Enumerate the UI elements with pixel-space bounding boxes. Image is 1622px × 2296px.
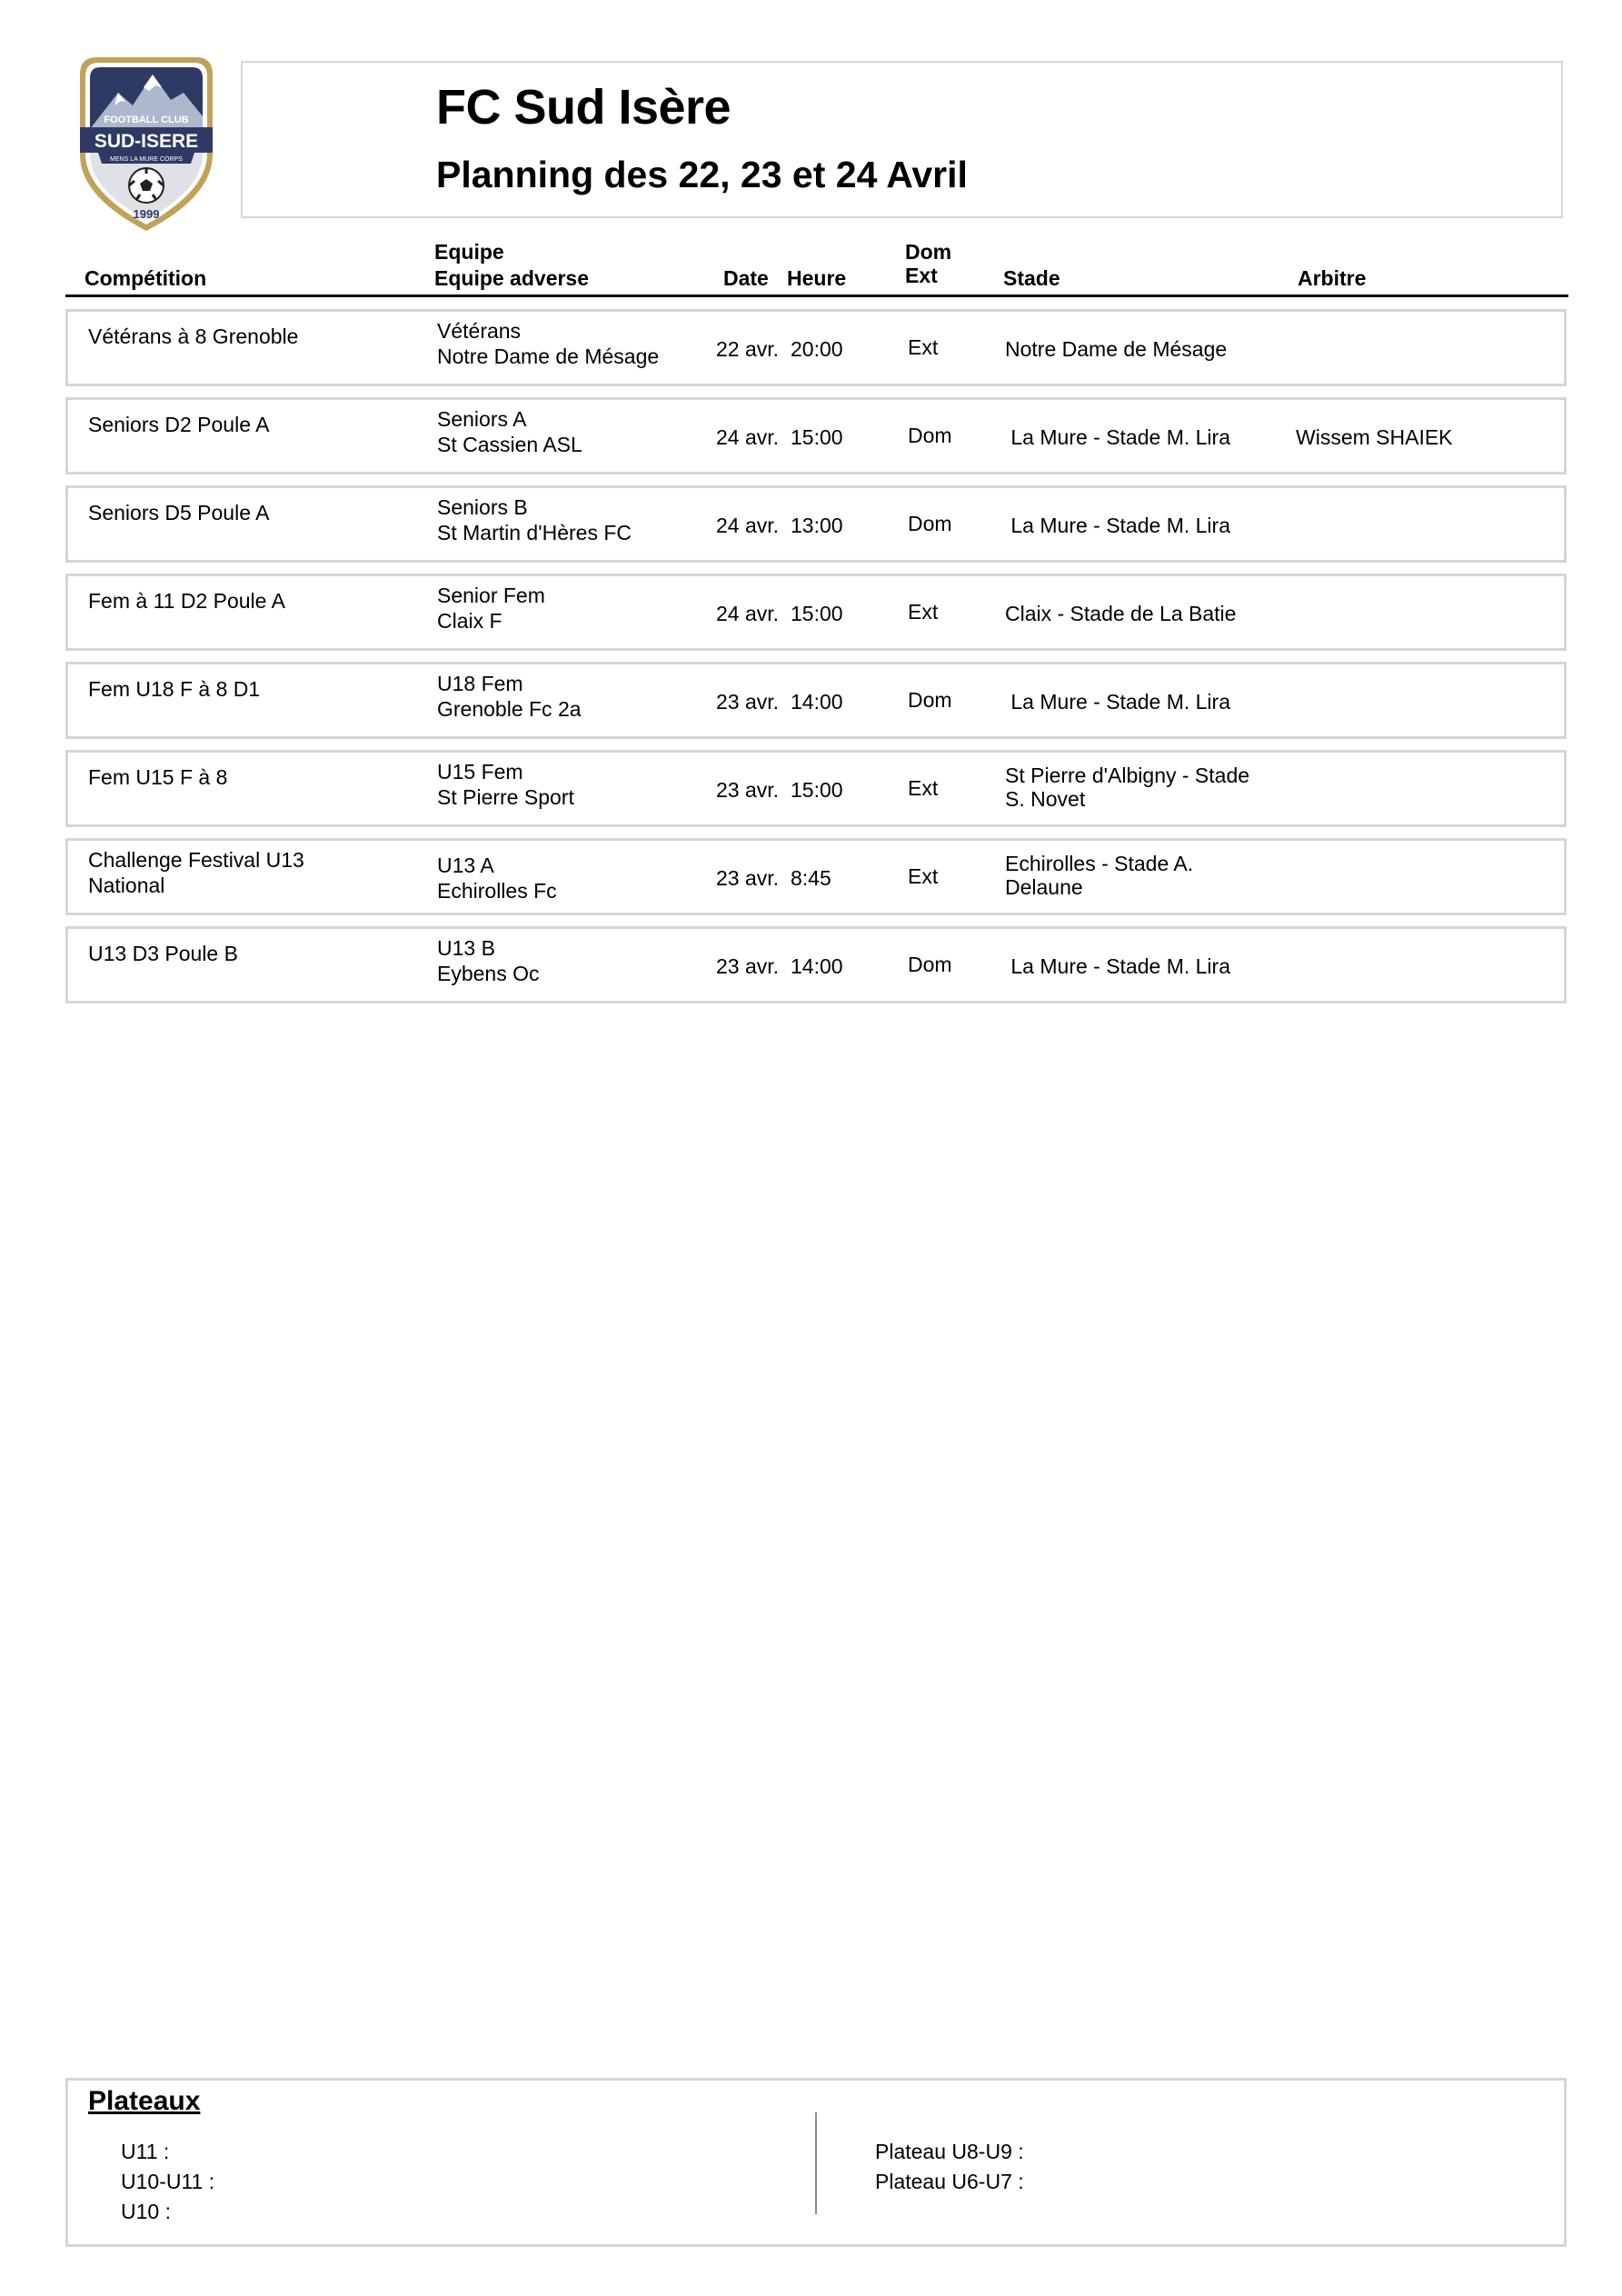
time-cell: 13:00 <box>791 514 843 537</box>
time-cell: 8:45 <box>791 866 831 890</box>
header-date: Date <box>723 266 769 290</box>
stadium-cell: Echirolles - Stade A. Delaune <box>1005 852 1194 899</box>
match-row <box>65 309 1567 386</box>
plateau-item: U11 : <box>121 2140 170 2163</box>
competition-cell: Seniors D5 Poule A <box>88 501 270 524</box>
opponent-name: St Pierre Sport <box>437 785 574 809</box>
plateaux-divider <box>815 2112 817 2214</box>
date-cell: 23 avr. <box>716 866 780 890</box>
competition-cell: Challenge Festival U13 National <box>88 848 304 897</box>
stadium-cell: La Mure - Stade M. Lira <box>1005 425 1230 449</box>
dom-ext-cell: Dom <box>908 688 952 712</box>
date-cell: 23 avr. <box>716 954 780 978</box>
competition-cell: U13 D3 Poule B <box>88 942 238 965</box>
stadium-cell: Notre Dame de Mésage <box>1005 337 1228 361</box>
team-name: U13 A <box>437 854 494 877</box>
teams-cell <box>437 935 540 986</box>
teams-cell <box>437 853 557 903</box>
plateaux-title: Plateaux <box>88 2086 201 2116</box>
plateau-item: U10 : <box>121 2200 171 2223</box>
logo-towns: MENS LA MURE CORPS <box>110 156 183 163</box>
date-cell: 22 avr. <box>716 337 780 361</box>
time-cell: 15:00 <box>791 778 843 802</box>
competition-cell: Seniors D2 Poule A <box>88 413 270 436</box>
date-cell: 24 avr. <box>716 514 780 537</box>
plateau-item: Plateau U8-U9 : <box>875 2140 1024 2163</box>
plateau-item: Plateau U6-U7 : <box>875 2170 1024 2193</box>
club-logo <box>76 53 216 235</box>
time-cell: 14:00 <box>791 690 843 714</box>
teams-cell <box>437 406 582 457</box>
header-divider <box>65 294 1568 297</box>
dom-ext-cell: Ext <box>908 600 939 624</box>
title-box <box>241 61 1563 218</box>
header-heure: Heure <box>787 266 847 290</box>
match-row <box>65 838 1567 915</box>
header-equipe: Equipe <box>434 240 504 264</box>
plateau-item: U10-U11 : <box>121 2170 215 2193</box>
plateaux-right-list <box>875 2137 1024 2197</box>
match-row <box>65 926 1567 1003</box>
stadium-cell: La Mure - Stade M. Lira <box>1005 514 1230 537</box>
team-name: U15 Fem <box>437 760 523 784</box>
team-name: U13 B <box>437 936 495 960</box>
stadium-cell: St Pierre d'Albigny - Stade S. Novet <box>1005 764 1250 811</box>
header-arbitre: Arbitre <box>1298 266 1367 290</box>
date-cell: 24 avr. <box>716 425 780 449</box>
team-name: Seniors B <box>437 495 528 519</box>
teams-cell <box>437 318 659 369</box>
stadium-cell: La Mure - Stade M. Lira <box>1005 690 1230 714</box>
dom-ext-cell: Ext <box>908 335 939 359</box>
plateaux-left-list <box>121 2137 214 2227</box>
opponent-name: Claix F <box>437 609 503 633</box>
match-row <box>65 485 1567 563</box>
competition-cell: Fem à 11 D2 Poule A <box>88 589 285 613</box>
opponent-name: Notre Dame de Mésage <box>437 344 660 368</box>
opponent-name: St Cassien ASL <box>437 433 582 456</box>
dom-ext-cell: Dom <box>908 953 952 976</box>
date-cell: 23 avr. <box>716 778 780 802</box>
header-stade: Stade <box>1003 266 1060 290</box>
competition-cell: Fem U15 F à 8 <box>88 765 228 789</box>
page-subtitle: Planning des 22, 23 et 24 Avril <box>436 154 968 195</box>
competition-cell: Vétérans à 8 Grenoble <box>88 324 299 348</box>
header-equipe-adverse: Equipe adverse <box>434 266 590 290</box>
header-competition: Compétition <box>85 266 207 290</box>
team-name: Vétérans <box>437 319 522 343</box>
header-ext: Ext <box>905 264 938 287</box>
date-cell: 23 avr. <box>716 690 780 714</box>
match-row <box>65 750 1567 827</box>
logo-top-text: FOOTBALL CLUB <box>104 115 189 125</box>
time-cell: 14:00 <box>791 954 843 978</box>
teams-cell <box>437 671 582 722</box>
dom-ext-cell: Ext <box>908 776 939 800</box>
time-cell: 15:00 <box>791 425 843 449</box>
header-dom: Dom <box>905 240 952 264</box>
stadium-cell: Claix - Stade de La Batie <box>1005 602 1237 625</box>
logo-year: 1999 <box>133 207 160 221</box>
team-name: Seniors A <box>437 407 527 431</box>
football-icon <box>129 168 164 203</box>
team-name: U18 Fem <box>437 672 523 695</box>
dom-ext-cell: Dom <box>908 512 952 535</box>
teams-cell <box>437 583 545 634</box>
plateaux-box <box>65 2078 1567 2247</box>
team-name: Senior Fem <box>437 584 545 607</box>
page-title: FC Sud Isère <box>436 80 731 135</box>
stadium-cell: La Mure - Stade M. Lira <box>1005 954 1230 978</box>
opponent-name: Echirolles Fc <box>437 879 557 903</box>
match-row <box>65 574 1567 651</box>
date-cell: 24 avr. <box>716 602 780 625</box>
opponent-name: Eybens Oc <box>437 962 540 985</box>
competition-cell: Fem U18 F à 8 D1 <box>88 677 261 701</box>
opponent-name: Grenoble Fc 2a <box>437 697 582 721</box>
opponent-name: St Martin d'Hères FC <box>437 521 632 544</box>
teams-cell <box>437 494 632 545</box>
time-cell: 20:00 <box>791 337 843 361</box>
referee-cell: Wissem SHAIEK <box>1296 425 1453 449</box>
time-cell: 15:00 <box>791 602 843 625</box>
match-row <box>65 397 1567 474</box>
teams-cell <box>437 759 574 810</box>
match-row <box>65 662 1567 739</box>
dom-ext-cell: Ext <box>908 864 939 888</box>
logo-club-name: SUD-ISERE <box>94 131 199 152</box>
dom-ext-cell: Dom <box>908 424 952 447</box>
